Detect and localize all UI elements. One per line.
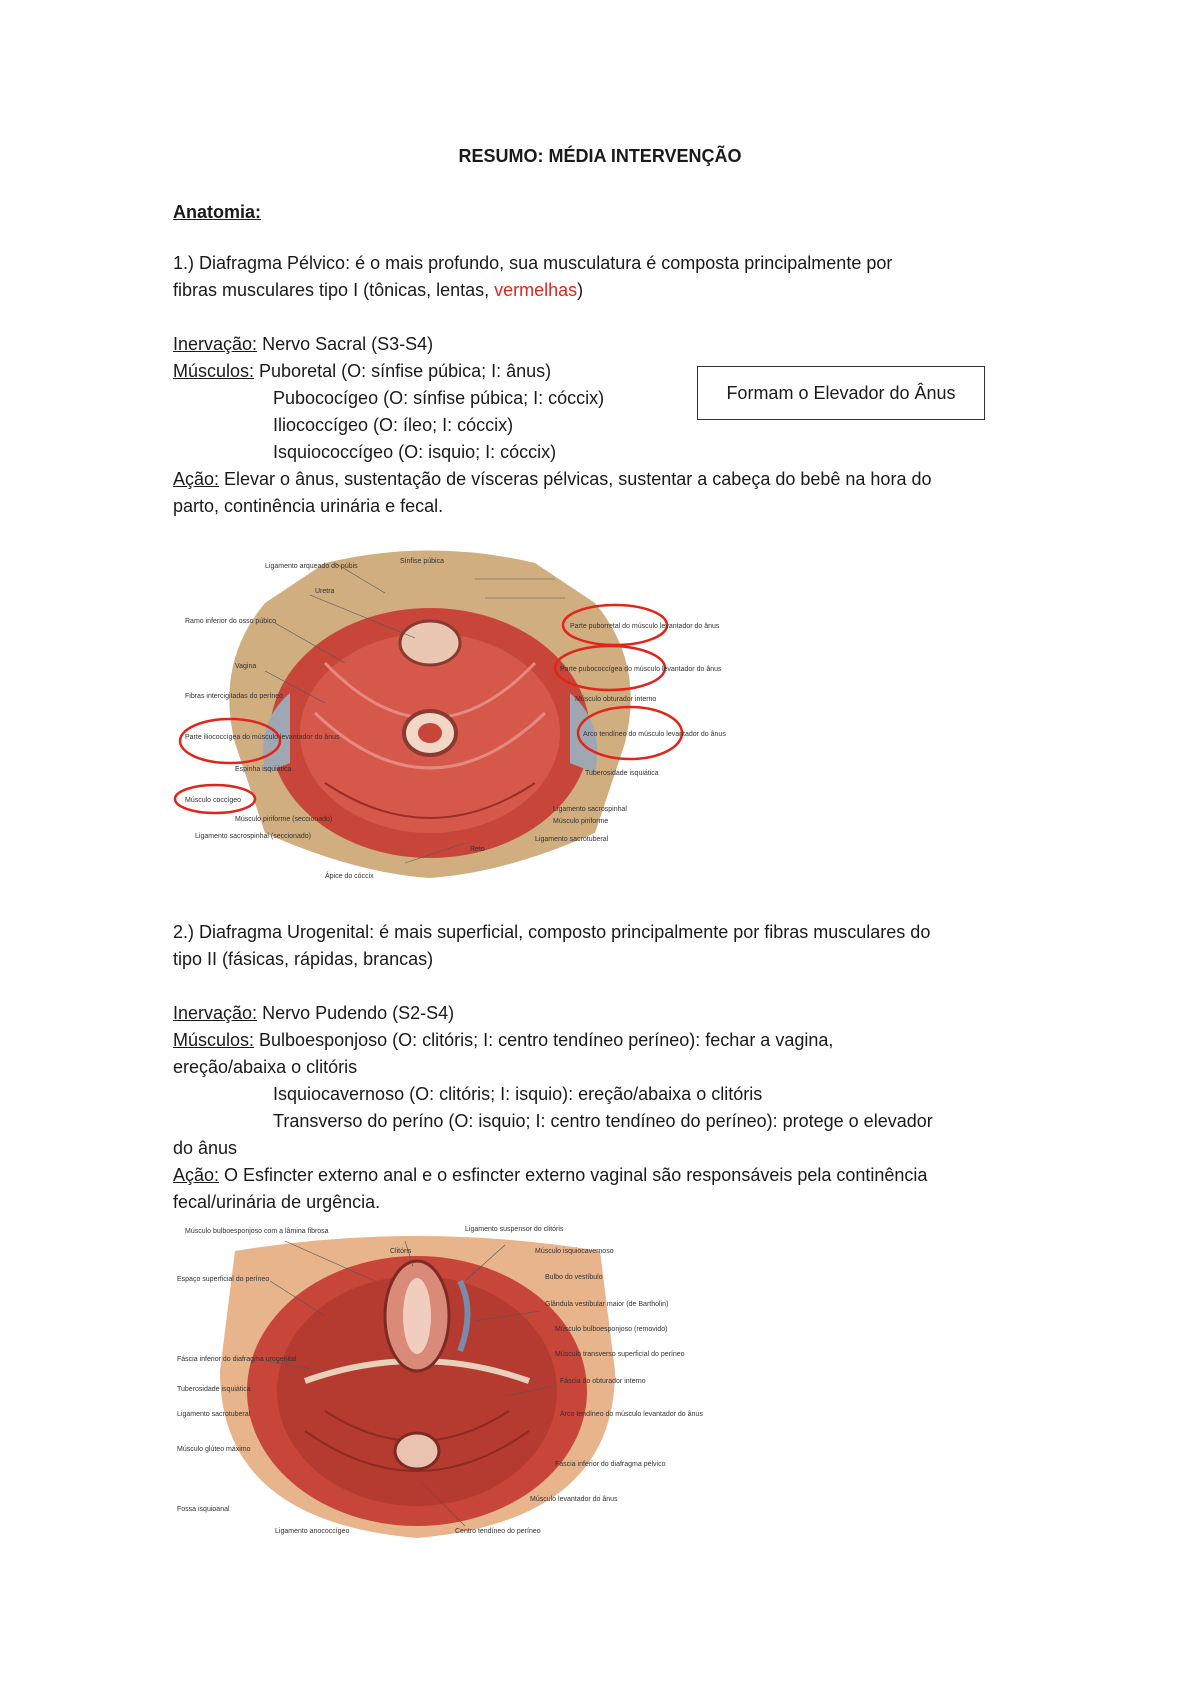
fig2-label: Espaço superficial do períneo [177, 1276, 270, 1283]
s1-musculo-2: Pubococígeo (O: sínfise púbica; I: cóccix) [273, 388, 605, 408]
s2-musculo-1: Bulboesponjoso (O: clitóris; I: centro tendíneo períneo): fechar a vagina, [254, 1030, 834, 1050]
s2-inervacao-label: Inervação: [173, 1003, 258, 1023]
s2-musculo-2: Isquiocavernoso (O: clitóris; I: isquio): ereção/abaixa o clitóris [273, 1084, 763, 1104]
s1-intro-close: ) [577, 280, 584, 300]
fig2-label: Ligamento suspensor do clitóris [465, 1226, 564, 1233]
fig1-label: Ápice do cóccix [325, 873, 374, 880]
fig2-label: Ligamento sacrotuberal [177, 1411, 251, 1418]
s2-intro-line2: tipo II (fásicas, rápidas, brancas) [173, 949, 434, 969]
s2-inervacao [173, 1001, 454, 1025]
s1-intro-line1: 1.) Diafragma Pélvico: é o mais profundo, sua musculatura é composta principalmente por [173, 253, 893, 273]
s2-inervacao-text: Nervo Pudendo (S2-S4) [257, 1003, 455, 1023]
s1-acao-line2: parto, continência urinária e fecal. [173, 496, 444, 516]
s2-acao-label: Ação: [173, 1165, 220, 1185]
s2-musculos-label: Músculos: [173, 1030, 255, 1050]
s2-musculo-3: Transverso do períno (O: isquio; I: centro tendíneo do períneo): protege o elevador [273, 1111, 933, 1131]
fig1-label: Parte iliococcígea do músculo levantador do ânus [185, 734, 340, 741]
s2-musculo-1b: ereção/abaixa o clitóris [173, 1057, 358, 1077]
fig1-label: Músculo piriforme (seccionado) [235, 816, 333, 823]
fig2-label: Arco tendíneo do músculo levantador do ânus [560, 1411, 703, 1418]
fig1-label: Tuberosidade isquiática [585, 770, 659, 777]
fig1-label: Espinha isquiática [235, 766, 292, 773]
s1-acao-label: Ação: [173, 469, 220, 489]
fig2-label: Centro tendíneo do períneo [455, 1528, 541, 1535]
fig1-label: Ramo inferior do osso púbico [185, 618, 277, 625]
fig1-label: Parte pubococcígea do músculo levantador do ânus [560, 666, 722, 673]
fig2-label: Músculo transverso superficial do períneo [555, 1351, 685, 1358]
s2-acao-line1: O Esfincter externo anal e o esfincter externo vaginal são responsáveis pela continência [219, 1165, 928, 1185]
fig1-label: Reto [470, 846, 485, 853]
s1-musculo-3: Iliococcígeo (O: íleo; I: cóccix) [273, 415, 514, 435]
fig1-label: Músculo piriforme [553, 818, 609, 825]
fig2-label: Músculo levantador do ânus [530, 1496, 618, 1503]
fig1-label: Sínfise púbica [400, 558, 444, 565]
s1-acao-line1: Elevar o ânus, sustentação de vísceras pélvicas, sustentar a cabeça do bebê na hora do [219, 469, 932, 489]
fig2-label: Ligamento anococcígeo [275, 1528, 350, 1535]
fig2-label: Fossa isquioanal [177, 1506, 230, 1513]
s1-musculo-1: Puboretal (O: sínfise púbica; I: ânus) [254, 361, 552, 381]
fig1-label: Músculo obturador interno [575, 696, 657, 703]
s2-acao [173, 1163, 927, 1187]
s1-acao [173, 467, 931, 491]
fig1-label: Fibras intercigitadas do períneo [185, 693, 284, 700]
fig2-label: Clitóris [390, 1248, 412, 1255]
s2-intro-line1: 2.) Diafragma Urogenital: é mais superficial, composto principalmente por fibras musculares do [173, 922, 931, 942]
fig2-label: Músculo glúteo máximo [177, 1446, 251, 1453]
pelvic-diaphragm-figure [175, 543, 726, 888]
fig2-label: Tuberosidade isquiática [177, 1386, 251, 1393]
s1-inervacao-text: Nervo Sacral (S3-S4) [257, 334, 434, 354]
fig1-label: Ligamento sacrospinhal (seccionado) [195, 833, 311, 840]
fig1-label: Uretra [315, 588, 335, 595]
s1-intro-text: fibras musculares tipo I (tônicas, lentas, [173, 280, 495, 300]
fig1-label: Ligamento sacrotuberal [535, 836, 609, 843]
fig1-label: Ligamento sacrospinhal [553, 806, 627, 813]
s1-musculo-4: Isquiococcígeo (O: isquio; I: cóccix) [273, 442, 557, 462]
fig1-label: Ligamento arqueado do púbis [265, 563, 358, 570]
s2-acao-line2: fecal/urinária de urgência. [173, 1192, 381, 1212]
fig1-label: Parte puborretal do músculo levantador do ânus [570, 623, 720, 630]
s2-musculo-3b: do ânus [173, 1138, 238, 1158]
fig1-label: Arco tendíneo do músculo levantador do ânus [583, 731, 726, 738]
fig2-label: Glândula vestibular maior (de Bartholin) [545, 1301, 669, 1308]
fig2-label: Músculo isquiocavernoso [535, 1248, 614, 1255]
fig1-label: Vagina [235, 663, 257, 670]
s1-red-word: vermelhas [494, 280, 578, 300]
s2-musculos [173, 1028, 833, 1052]
urogenital-diaphragm-figure [175, 1221, 703, 1538]
note-box-text: Formam o Elevador do Ânus [726, 382, 956, 403]
fig2-label: Fáscia do obturador interno [560, 1378, 646, 1385]
fig2-label: Fáscia inferior do diafragma urogenital [177, 1356, 297, 1363]
fig2-label: Bulbo do vestíbulo [545, 1274, 603, 1281]
s1-inervacao-label: Inervação: [173, 334, 258, 354]
vagina-opening [400, 621, 460, 665]
note-box [697, 366, 985, 420]
document-title: RESUMO: MÉDIA INTERVENÇÃO [458, 146, 742, 166]
fig1-label: Músculo coccígeo [185, 797, 242, 804]
fig2-label: Fáscia inferior do diafragma pélvico [555, 1461, 666, 1468]
s1-musculos-label: Músculos: [173, 361, 255, 381]
s1-musculos [173, 359, 551, 383]
fig2-label: Músculo bulboesponjoso (removido) [555, 1326, 668, 1333]
section-heading: Anatomia: [173, 202, 262, 222]
fig2-label: Músculo bulboesponjoso com a lâmina fibrosa [185, 1228, 329, 1235]
s1-inervacao [173, 332, 433, 356]
s1-intro-line2 [173, 278, 583, 302]
anus [395, 1433, 439, 1469]
